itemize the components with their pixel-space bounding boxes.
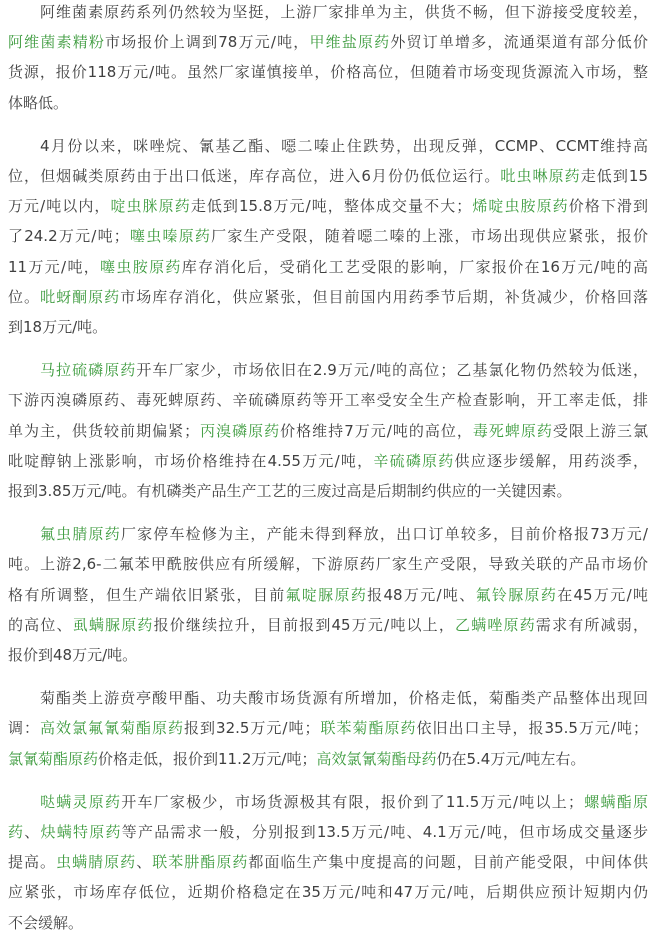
text-segment: 开车厂家少，市场依旧在2.9万元/吨的高位；乙基氯化物仍然较为低迷， bbox=[136, 361, 648, 380]
text-line bbox=[8, 519, 648, 549]
paragraph bbox=[8, 355, 648, 506]
text-segment: 价格走低，报价到11.2万元/吨； bbox=[98, 749, 317, 768]
text-segment: 在45万元/吨 bbox=[557, 585, 648, 604]
text-segment: 格有所调整，但生产端依旧紧张，目前 bbox=[8, 585, 286, 604]
product-link[interactable]: 氯氰菊酯原药 bbox=[8, 749, 99, 768]
paragraph bbox=[8, 519, 648, 670]
text-segment: 的高位、 bbox=[8, 615, 73, 634]
product-link[interactable]: 噻虫嗪原药 bbox=[128, 227, 212, 246]
text-segment: 吡啶醇钠上涨影响，市场价格维持在4.55万元/吨， bbox=[8, 451, 374, 470]
text-segment: 市场报价上调到78万元/吨， bbox=[105, 33, 310, 52]
paragraph bbox=[8, 683, 648, 774]
text-segment: 走低到15.8万元/吨，整体成交量不大； bbox=[190, 197, 472, 216]
paragraph bbox=[8, 787, 648, 938]
product-link[interactable]: 啶虫脒原药 bbox=[110, 197, 191, 216]
text-line bbox=[8, 161, 648, 191]
text-segment: 报到3.85万元/吨。有机磷类产品生产工艺的三废过高是后期制约供应的一关键因素。 bbox=[8, 482, 572, 501]
product-link[interactable]: 氟虫腈原药 bbox=[40, 525, 121, 544]
text-segment: 报价继续拉升，目前报到45万元/吨以上， bbox=[153, 615, 456, 634]
product-link[interactable]: 甲维盐原药 bbox=[309, 33, 391, 52]
text-segment: 价格下滑到 bbox=[568, 197, 648, 216]
product-link[interactable]: 阿维菌素精粉 bbox=[8, 33, 106, 52]
product-link[interactable]: 高效氯氰菊酯母药 bbox=[316, 749, 437, 768]
text-segment: 外贸订单增多，流通渠道有部分低价 bbox=[390, 33, 648, 52]
text-segment: 市场库存消化，供应紧张，但目前国内用药季节后期，补货减少，价格回落 bbox=[120, 287, 648, 306]
product-link[interactable]: 哒螨灵原药 bbox=[40, 792, 122, 811]
text-segment: 需求有所减弱， bbox=[535, 615, 648, 634]
text-segment: 应紧张，市场库存低位，近期价格稳定在35万元/吨和47万元/吨，后期供应预计短期内仍 bbox=[8, 883, 648, 902]
text-segment: 、 bbox=[136, 853, 153, 872]
text-line bbox=[8, 908, 648, 938]
product-link[interactable]: 吡蚜酮原药 bbox=[40, 287, 121, 306]
text-line bbox=[8, 610, 648, 640]
text-segment: 开车厂家极少，市场货源极其有限，报价到了11.5万元/吨以上； bbox=[121, 792, 584, 811]
product-link[interactable]: 丙溴磷原药 bbox=[199, 421, 281, 440]
text-segment: 价格维持7万元/吨的高位， bbox=[280, 421, 473, 440]
product-link[interactable]: 吡虫啉原药 bbox=[500, 167, 581, 186]
text-line bbox=[8, 476, 648, 506]
product-link[interactable]: 辛硫磷原药 bbox=[373, 451, 455, 470]
text-line bbox=[8, 549, 648, 579]
text-line bbox=[8, 385, 648, 415]
text-line bbox=[8, 817, 648, 847]
text-segment: 报价到48万元/吨。 bbox=[8, 646, 138, 665]
text-line bbox=[8, 282, 648, 312]
text-line bbox=[8, 355, 648, 385]
text-line bbox=[8, 27, 648, 57]
product-link[interactable]: 药 bbox=[8, 823, 25, 842]
text-line bbox=[8, 312, 648, 342]
text-line bbox=[8, 446, 648, 476]
text-line bbox=[8, 416, 648, 446]
text-segment: 调： bbox=[8, 719, 41, 738]
paragraph bbox=[8, 0, 648, 118]
text-segment: 报48万元/吨、 bbox=[367, 585, 476, 604]
text-line bbox=[8, 683, 648, 713]
text-segment: 货源，报价118万元/吨。虽然厂家谨慎接单，价格高位，但随着市场变现货源流入市场，整 bbox=[8, 63, 648, 82]
text-segment: 走低到15 bbox=[580, 167, 649, 186]
text-line bbox=[8, 191, 648, 221]
text-line bbox=[8, 131, 648, 161]
text-segment: 等产品需求一般，分别报到13.5万元/吨、4.1万元/吨，但市场成交量逐步 bbox=[121, 823, 648, 842]
text-segment: 到18万元/吨。 bbox=[8, 318, 108, 337]
text-segment: 不会缓解。 bbox=[8, 913, 84, 932]
text-line bbox=[8, 640, 648, 670]
product-link[interactable]: 螺螨酯原 bbox=[583, 792, 648, 811]
text-segment: 单为主，供货较前期偏紧； bbox=[8, 421, 200, 440]
text-segment: 库存消化后，受硝化工艺受限的影响，厂家报价在16万元/吨的高 bbox=[181, 257, 648, 276]
text-segment: 厂家停车检修为主，产能未得到释放，出口订单较多，目前价格报73万元/ bbox=[120, 525, 648, 544]
text-segment: 仍在5.4万元/吨左右。 bbox=[436, 749, 586, 768]
text-segment: 受限上游三氯 bbox=[552, 421, 648, 440]
text-line bbox=[8, 713, 648, 743]
text-line bbox=[8, 787, 648, 817]
product-link[interactable]: 烯啶虫胺原药 bbox=[471, 197, 569, 216]
text-segment: 4月份以来，咪唑烷、氰基乙酯、噁二嗪止住跌势，出现反弹，CCMP、CCMT维持高 bbox=[40, 136, 648, 155]
text-segment: 吨。上游2,6-二氟苯甲酰胺供应有所缓解，下游原药厂家生产受限，导致关联的产品市场价 bbox=[8, 555, 648, 574]
product-link[interactable]: 马拉硫磷原药 bbox=[40, 361, 137, 380]
product-link[interactable]: 噻虫胺原药 bbox=[100, 257, 182, 276]
text-segment: 位。 bbox=[8, 287, 41, 306]
text-line bbox=[8, 0, 648, 27]
text-segment: 提高。 bbox=[8, 853, 57, 872]
product-link[interactable]: 炔螨特原药 bbox=[40, 823, 122, 842]
product-link[interactable]: 联苯菊酯原药 bbox=[319, 719, 417, 738]
product-link[interactable]: 乙螨唑原药 bbox=[455, 615, 536, 634]
product-link[interactable]: 氟啶脲原药 bbox=[285, 585, 368, 604]
text-segment: 厂家生产受限，随着噁二嗪的上涨，市场出现供应紧张，报价 bbox=[211, 227, 649, 246]
text-segment: 万元/吨以内， bbox=[8, 197, 111, 216]
text-segment: 、 bbox=[24, 823, 41, 842]
text-line bbox=[8, 252, 648, 282]
product-link[interactable]: 高效氯氟氰菊酯原药 bbox=[40, 719, 185, 738]
text-line bbox=[8, 580, 648, 610]
text-segment: 体略低。 bbox=[8, 93, 69, 112]
text-line bbox=[8, 57, 648, 87]
text-segment: 菊酯类上游贲亭酸甲酯、功夫酸市场货源有所增加，价格走低，菊酯类产品整体出现回 bbox=[40, 689, 648, 708]
text-segment: 依旧出口主导，报35.5万元/吨； bbox=[416, 719, 648, 738]
text-line bbox=[8, 744, 648, 774]
text-segment: 报到32.5万元/吨； bbox=[184, 719, 320, 738]
product-link[interactable]: 虫螨腈原药 bbox=[56, 853, 137, 872]
product-link[interactable]: 虱螨脲原药 bbox=[72, 615, 154, 634]
product-link[interactable]: 毒死蜱原药 bbox=[472, 421, 553, 440]
product-link[interactable]: 氟铃脲原药 bbox=[475, 585, 558, 604]
text-segment: 11万元/吨， bbox=[8, 257, 101, 276]
text-segment: 阿维菌素原药系列仍然较为坚挺，上游厂家排单为主，供货不畅，但下游接受度较差， bbox=[40, 3, 648, 21]
text-line bbox=[8, 88, 648, 118]
text-segment: 了24.2万元/吨； bbox=[8, 227, 129, 246]
text-line bbox=[8, 877, 648, 907]
text-segment: 位，但烟碱类原药由于出口低迷，库存高位，进入6月份仍低位运行。 bbox=[8, 167, 501, 186]
text-line bbox=[8, 221, 648, 251]
paragraph bbox=[8, 131, 648, 342]
product-link[interactable]: 联苯肼酯原药 bbox=[152, 853, 249, 872]
text-segment: 供应逐步缓解，用药淡季， bbox=[454, 451, 648, 470]
text-segment: 都面临生产集中度提高的问题，目前产能受限，中间体供 bbox=[248, 853, 648, 872]
text-line bbox=[8, 847, 648, 877]
text-segment: 下游丙溴磷原药、毒死蜱原药、辛硫磷原药等开工率受安全生产检查影响，开工率走低，排 bbox=[8, 391, 648, 410]
